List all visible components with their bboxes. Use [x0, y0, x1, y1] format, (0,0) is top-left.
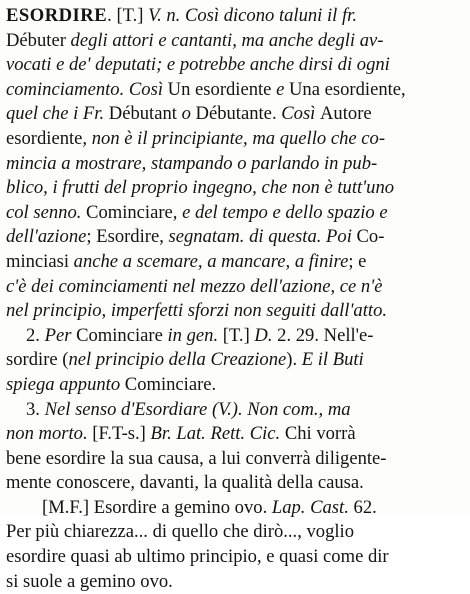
text-line [6, 29, 462, 54]
text-line [6, 275, 462, 300]
text-segment: 62. [353, 496, 377, 518]
text-segment: Cominciare [124, 373, 212, 395]
text-segment: . [211, 373, 217, 395]
text-segment: [T.] [222, 324, 255, 346]
text-segment: minciasi [6, 250, 74, 272]
text-segment: segnatam. di questa. Poi [168, 226, 357, 248]
text-segment: Nel senso d' [44, 398, 135, 420]
text-segment: D. [254, 324, 278, 346]
text-line [6, 570, 462, 594]
text-line [6, 225, 462, 250]
text-segment: Chi vorrà [284, 423, 356, 445]
text-segment: E il Buti [301, 349, 364, 371]
text-segment: anche a scemare, a mancare, a finire [73, 250, 349, 272]
text-line [6, 398, 462, 423]
text-segment: si suole a gemino ovo. [6, 570, 173, 592]
text-line [6, 127, 462, 152]
text-segment: esordiente [6, 127, 83, 149]
text-segment: mincia a mostrare, stampando o parlando in pub- [6, 152, 378, 174]
text-segment: degli attori e cantanti, ma anche degli av- [70, 29, 384, 51]
text-segment: in gen. [167, 324, 223, 346]
text-segment: [M.F.] Esordire a gemino ovo. [42, 496, 272, 518]
text-line [6, 496, 462, 521]
text-line [6, 152, 462, 177]
text-line [6, 78, 462, 103]
text-line [6, 176, 462, 201]
text-segment: vocati e de' deputati; e potrebbe anche dirsi di ogni [6, 54, 390, 76]
text-segment: dell'azione [6, 226, 87, 248]
text-line [6, 102, 462, 127]
text-segment: . [271, 103, 282, 125]
text-segment: . [T.] [107, 5, 149, 26]
text-line [6, 324, 462, 349]
text-segment: Co- [356, 226, 385, 248]
text-segment: non morto. [6, 423, 93, 445]
text-segment: 2. [26, 324, 45, 346]
text-segment: (V.). Non com., ma [211, 398, 351, 420]
text-segment: Autore [320, 103, 372, 125]
text-segment: mente conoscere, davanti, la qualità della causa. [6, 472, 364, 494]
text-segment: o [181, 103, 196, 125]
text-segment: bene esordire la sua causa, a lui converrà diligente- [6, 447, 387, 469]
text-segment: ). [286, 349, 302, 371]
text-segment: Così [281, 103, 320, 125]
text-segment: V. n. Così dicono taluni il fr. [148, 5, 357, 26]
text-segment: ; Esordire, [86, 226, 169, 248]
text-segment: , [401, 78, 406, 100]
text-segment: c'è dei cominciamenti nel mezzo dell'azione, ce n'è [6, 275, 383, 297]
text-segment: Per più chiarezza... di quello che dirò..., voglio [6, 521, 355, 543]
text-segment: quel che i Fr. [6, 103, 109, 125]
text-segment: 3. [26, 398, 45, 420]
text-segment: , non è il principiante, ma quello che co- [82, 127, 386, 149]
text-line [6, 250, 462, 275]
text-segment: ; e [348, 250, 367, 272]
text-line [6, 201, 462, 226]
text-segment: spiega appunto [6, 373, 125, 395]
text-line [6, 520, 462, 545]
text-line [6, 471, 462, 496]
text-line [6, 4, 462, 29]
text-segment: Débutante [195, 103, 272, 125]
text-line [6, 422, 462, 447]
text-segment: Lap. Cast. [271, 496, 354, 518]
text-segment: sordire ( [6, 349, 69, 371]
text-segment: Br. Lat. Rett. Cic. [150, 423, 285, 445]
text-segment: esordire quasi ab ultimo principio, e quasi come dir [6, 546, 389, 568]
text-segment: Cominciare [86, 201, 173, 223]
text-segment: Cominciare [76, 324, 168, 346]
text-segment: Un esordiente [167, 78, 277, 100]
text-segment: nel principio, imperfetti sforzi non seguiti dall'atto. [6, 300, 388, 322]
text-segment: blico, i frutti del proprio ingegno, che non è tutt'uno [6, 177, 395, 199]
text-segment: 2. 29. Nell'e- [277, 324, 374, 346]
headword: ESORDIRE [6, 5, 108, 26]
text-segment: Per [44, 324, 77, 346]
text-segment: Débuter [6, 29, 71, 51]
text-line [6, 545, 462, 570]
text-segment: cominciamento. Così [6, 78, 168, 100]
text-segment: col senno. [6, 201, 87, 223]
text-line [6, 299, 462, 324]
text-line [6, 348, 462, 373]
text-segment: nel principio della Creazione [68, 349, 287, 371]
text-segment: Una esordiente [289, 78, 402, 100]
text-line [6, 373, 462, 398]
text-segment: e [276, 78, 289, 100]
text-line [6, 53, 462, 78]
text-line [6, 447, 462, 472]
text-segment: Débutant [108, 103, 182, 125]
dictionary-entry-esordire [6, 4, 462, 594]
text-segment: [F.T-s.] [92, 423, 151, 445]
text-segment: , e del tempo e dello spazio e [172, 201, 388, 223]
text-segment: Esordiare [134, 398, 212, 420]
